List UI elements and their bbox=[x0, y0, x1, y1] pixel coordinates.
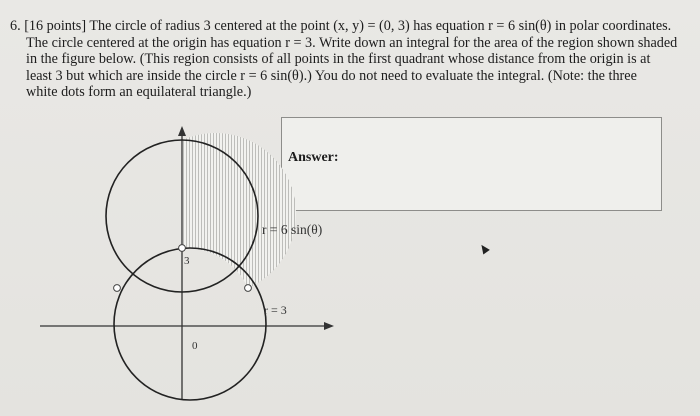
label-upper-circle: r = 6 sin(θ) bbox=[262, 222, 323, 237]
problem-line-3: in the figure below. (This region consists of all points in the first quadrant whose distance from the origin is at bbox=[26, 51, 651, 67]
lower-circle bbox=[114, 248, 266, 400]
problem-line-5: white dots form an equilateral triangle.) bbox=[26, 84, 252, 100]
tick-label-3: 3 bbox=[184, 255, 190, 267]
origin-label: 0 bbox=[192, 340, 198, 352]
label-lower-circle: r = 3 bbox=[264, 303, 287, 317]
dot-left bbox=[114, 285, 121, 292]
problem-line-2: The circle centered at the origin has equation r = 3. Write down an integral for the area of the region shown shaded bbox=[26, 34, 678, 51]
y-axis-arrow-icon bbox=[178, 126, 186, 136]
problem-line-4: least 3 but which are inside the circle r = 6 sin(θ).) You do not need to evaluate the integral. (Note: the three bbox=[26, 67, 637, 84]
answer-label: Answer: bbox=[288, 150, 339, 165]
x-axis-arrow-icon bbox=[324, 322, 334, 330]
shaded-region bbox=[182, 133, 296, 288]
problem-line-1: 6. [16 points] The circle of radius 3 centered at the point (x, y) = (0, 3) has equation r = 6 sin(θ) in polar coordinates. bbox=[10, 18, 672, 34]
dot-right bbox=[245, 285, 252, 292]
dot-top bbox=[179, 245, 186, 252]
